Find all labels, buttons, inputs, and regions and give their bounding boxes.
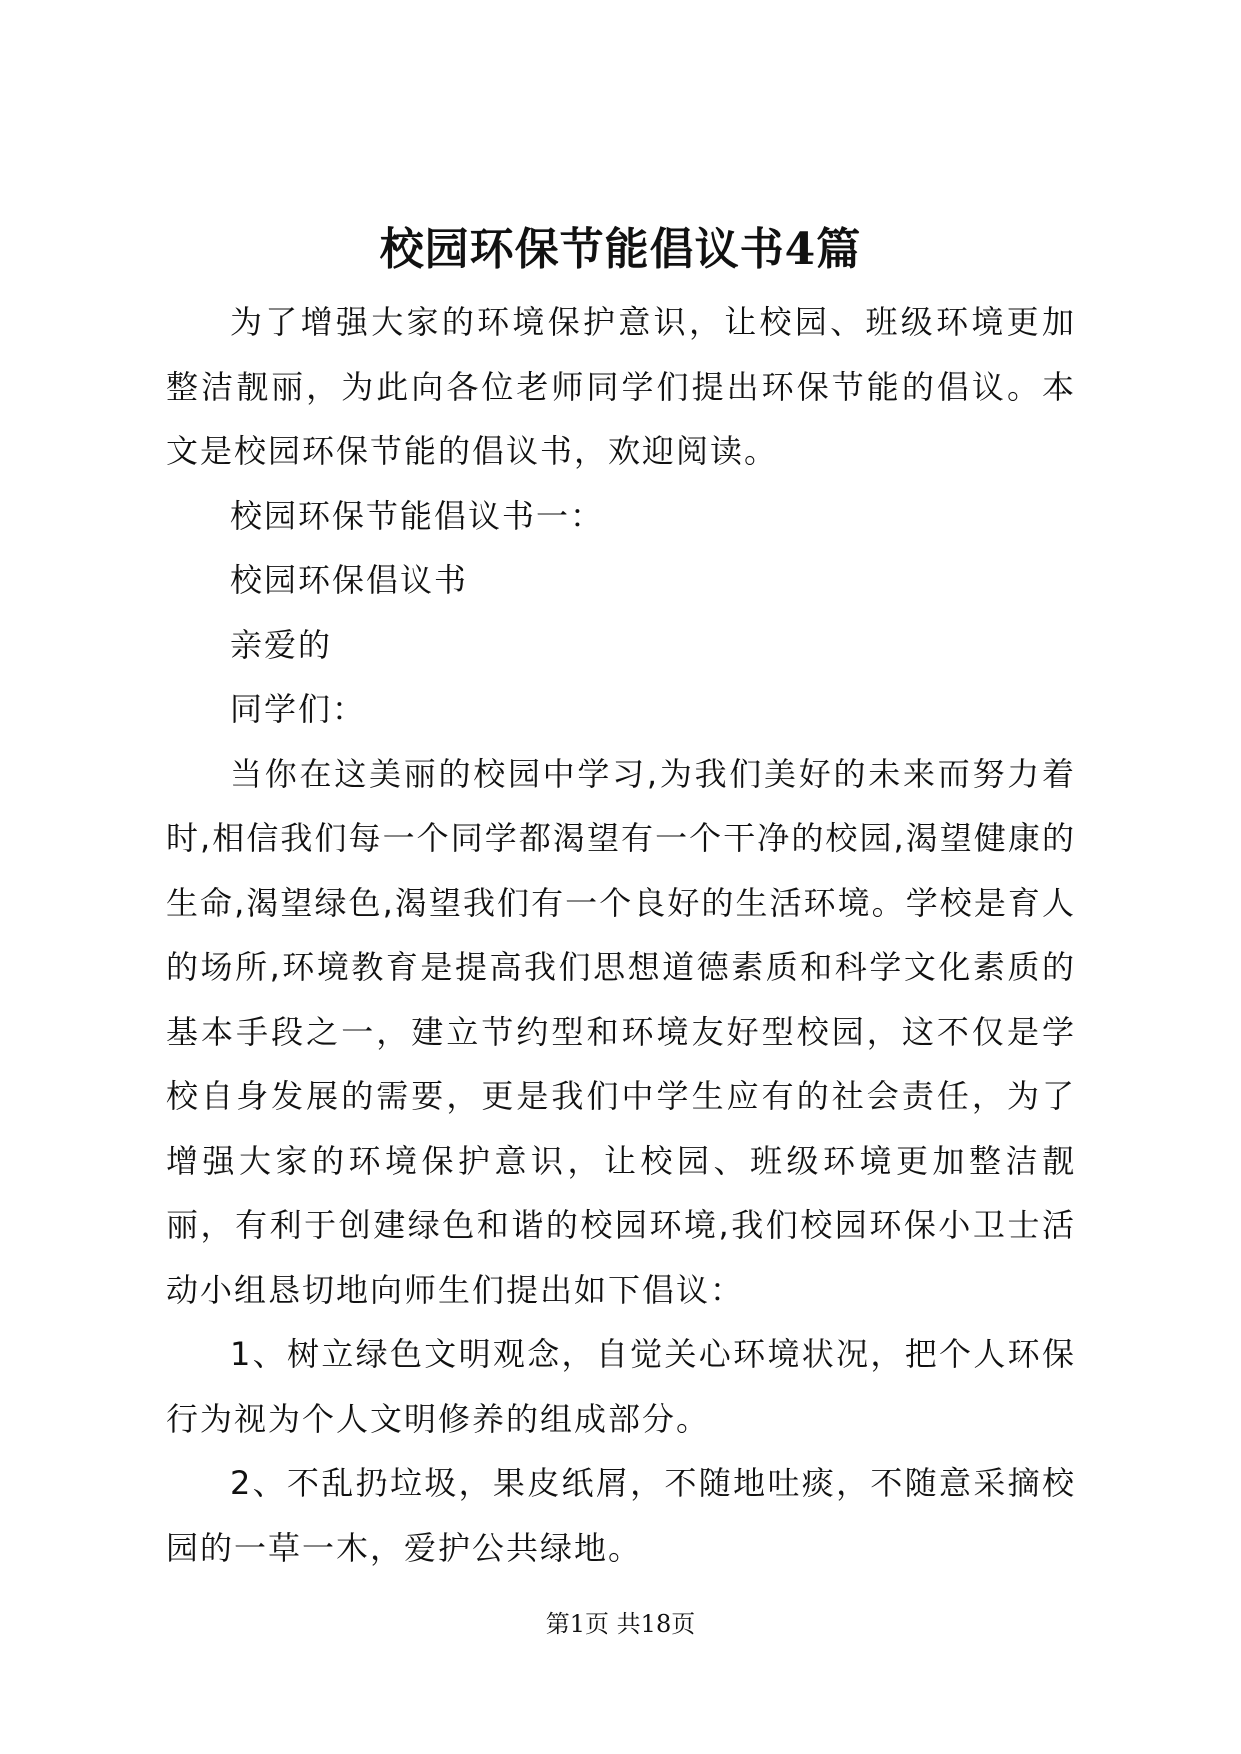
paragraph-intro: 为了增强大家的环境保护意识，让校园、班级环境更加整洁靓丽，为此向各位老师同学们提出环保节能的倡议。本文是校园环保节能的倡议书，欢迎阅读。 [166, 303, 1076, 470]
paragraph-salutation-2: 同学们： [230, 690, 367, 728]
paragraph-main: 当你在这美丽的校园中学习,为我们美好的未来而努力着时,相信我们每一个同学都渴望有一个干净的校园,渴望健康的生命,渴望绿色,渴望我们有一个良好的生活环境。学校是育人的场所,环境教育是提高我们思想道德素质和科学文化素质的基本手段之一，建立节约型和环境友好型校园，这不仅是学校自身发展的需要，更是我们中学生应有的社会责任，为了增强大家的环境保护意识，让校园、班级环境更加整洁靓丽，有利于创建绿色和谐的校园环境,我们校园环保小卫士活动小组恳切地向师生们提出如下倡议： [166, 754, 1076, 1309]
paragraph-section-heading: 校园环保节能倡议书一： [230, 496, 605, 535]
document-title: 校园环保节能倡议书4篇 [379, 224, 862, 275]
paragraph-item-1: 1、树立绿色文明观念，自觉关心环境状况，把个人环保行为视为个人文明修养的组成部分。 [166, 1335, 1076, 1438]
paragraph-item-2: 2、不乱扔垃圾，果皮纸屑，不随地吐痰，不随意采摘校园的一草一木，爱护公共绿地。 [166, 1464, 1076, 1567]
paragraph-salutation-1: 亲爱的 [230, 625, 333, 664]
page-footer: 第1页 共18页 [545, 1610, 696, 1638]
paragraph-subtitle: 校园环保倡议书 [230, 561, 469, 599]
document-body [166, 290, 1076, 1580]
